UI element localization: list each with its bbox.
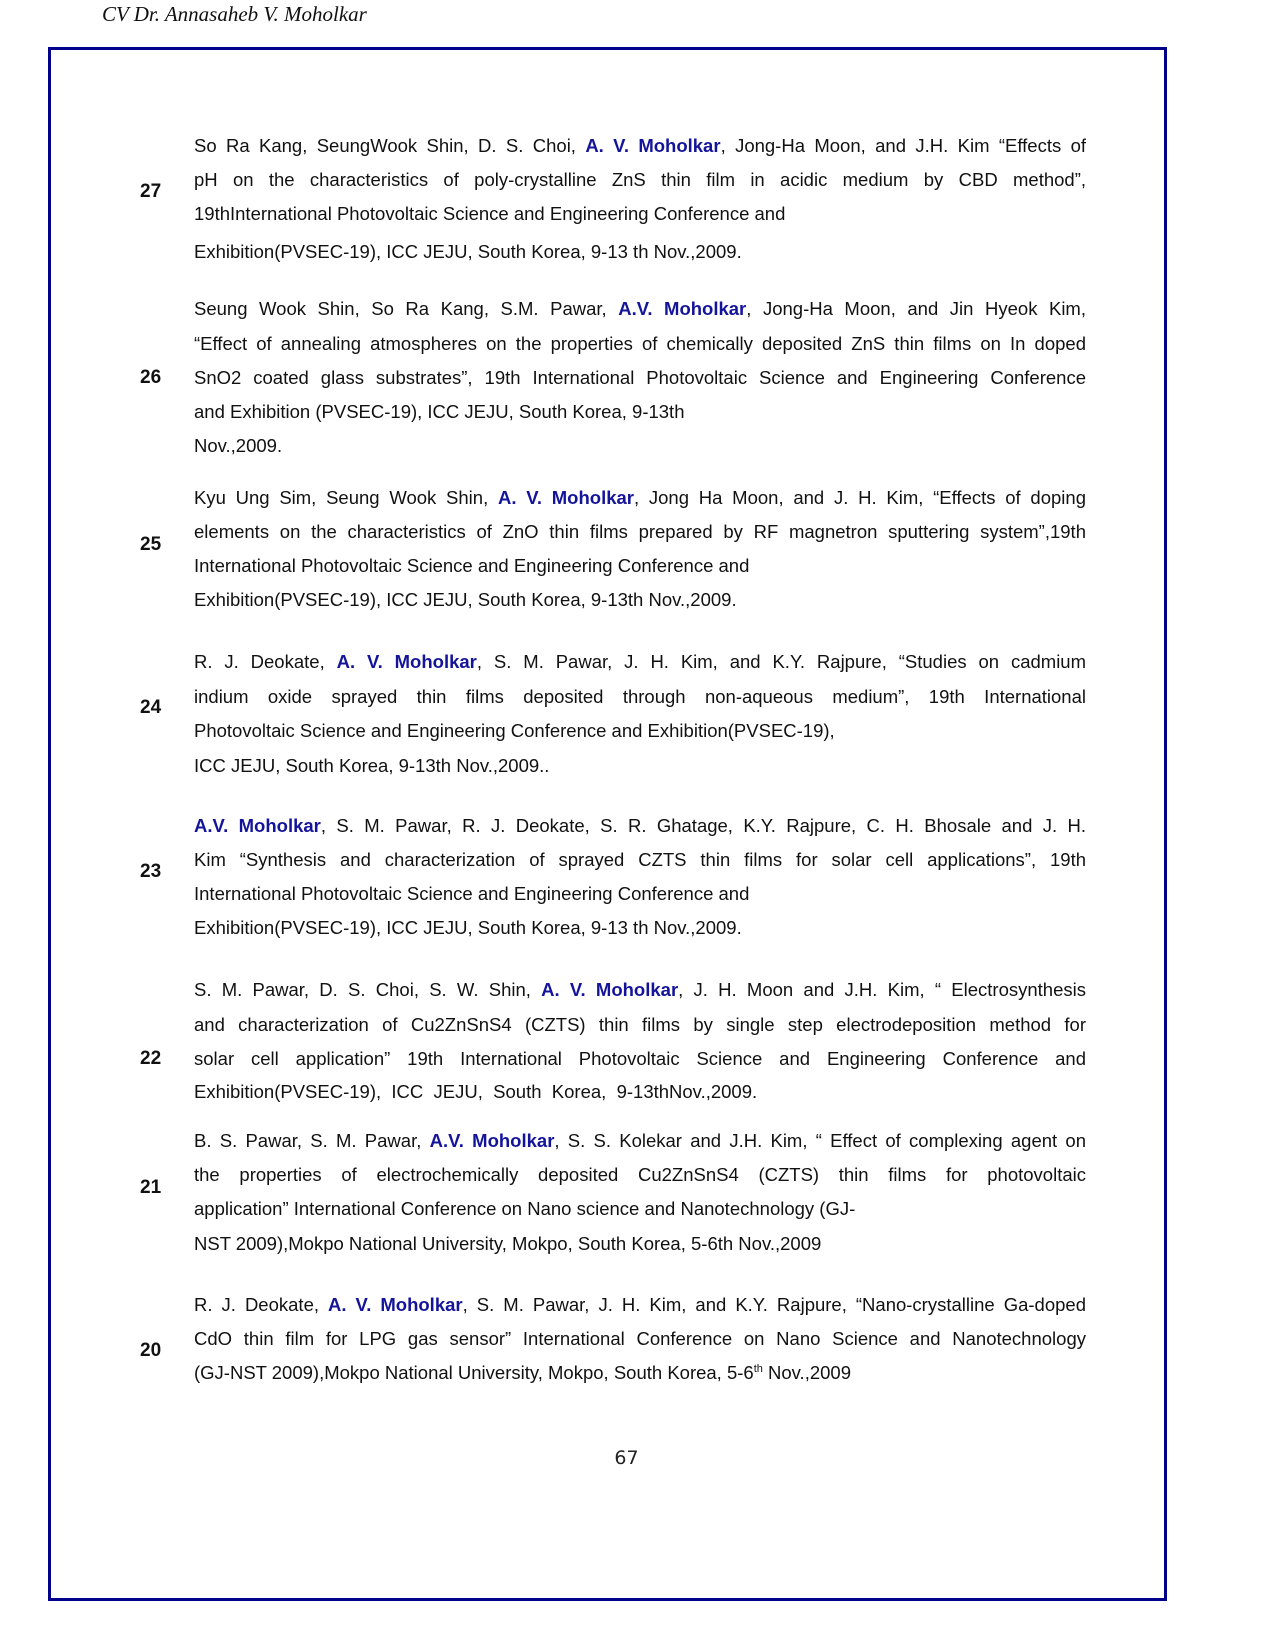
entry-line: Kim “Synthesis and characterization of sprayed CZTS thin films for solar cell applications”, 19th [194, 849, 1086, 870]
highlighted-author: A.V. Moholkar [618, 298, 747, 319]
entry-line: “Effect of annealing atmospheres on the properties of chemically deposited ZnS thin films on In doped [194, 333, 1086, 354]
entry-line: S. M. Pawar, D. S. Choi, S. W. Shin, A. V. Moholkar, J. H. Moon and J.H. Kim, “ Electrosynthesis [194, 979, 1086, 1000]
entry-line: International Photovoltaic Science and Engineering Conference and [194, 555, 750, 576]
entry-line: CdO thin film for LPG gas sensor” International Conference on Nano Science and Nanotechnology [194, 1328, 1086, 1349]
highlighted-author: A.V. Moholkar [194, 815, 321, 836]
entry-line: SnO2 coated glass substrates”, 19th International Photovoltaic Science and Engineering Conference [194, 367, 1086, 388]
entry-number: 21 [140, 1177, 162, 1198]
entry-line: solar cell application” 19th International Photovoltaic Science and Engineering Conference and [194, 1048, 1086, 1069]
highlighted-author: A. V. Moholkar [585, 135, 721, 156]
entry-line: NST 2009),Mokpo National University, Mokpo, South Korea, 5-6th Nov.,2009 [194, 1233, 822, 1254]
highlighted-author: A.V. Moholkar [429, 1130, 555, 1151]
entry-number: 23 [140, 861, 162, 882]
entry-number: 27 [140, 181, 162, 202]
document-header: CV Dr. Annasaheb V. Moholkar [102, 2, 367, 26]
entry-number: 20 [140, 1340, 162, 1361]
entry-line: and Exhibition (PVSEC-19), ICC JEJU, South Korea, 9-13th [194, 401, 685, 422]
entry-line: R. J. Deokate, A. V. Moholkar, S. M. Pawar, J. H. Kim, and K.Y. Rajpure, “Nano-crystalline Ga-doped [194, 1294, 1086, 1315]
entry-line: International Photovoltaic Science and Engineering Conference and [194, 883, 750, 904]
entry-number: 25 [140, 534, 162, 555]
entry-line: Exhibition(PVSEC-19), ICC JEJU, South Korea, 9-13 th Nov.,2009. [194, 917, 742, 938]
highlighted-author: A. V. Moholkar [497, 487, 634, 508]
highlighted-author: A. V. Moholkar [541, 979, 679, 1000]
entry-line: application” International Conference on Nano science and Nanotechnology (GJ- [194, 1198, 856, 1219]
entry-line: 19thInternational Photovoltaic Science and Engineering Conference and [194, 203, 786, 224]
entry-number: 24 [140, 697, 162, 718]
entry-line: and characterization of Cu2ZnSnS4 (CZTS) thin films by single step electrodeposition method for [194, 1014, 1086, 1035]
entry-line: So Ra Kang, SeungWook Shin, D. S. Choi, A. V. Moholkar, Jong-Ha Moon, and J.H. Kim “Effects of [194, 135, 1086, 156]
entry-line: Seung Wook Shin, So Ra Kang, S.M. Pawar, A.V. Moholkar, Jong-Ha Moon, and Jin Hyeok Kim, [194, 298, 1086, 319]
entry-line: Photovoltaic Science and Engineering Conference and Exhibition(PVSEC-19), [194, 720, 835, 741]
entry-line: R. J. Deokate, A. V. Moholkar, S. M. Pawar, J. H. Kim, and K.Y. Rajpure, “Studies on cadmium [194, 651, 1086, 672]
page-number: 67 [614, 1447, 639, 1469]
entry-line: B. S. Pawar, S. M. Pawar, A.V. Moholkar, S. S. Kolekar and J.H. Kim, “ Effect of complexing agent on [194, 1130, 1086, 1151]
entry-number: 22 [140, 1048, 162, 1069]
entry-line: Nov.,2009. [194, 435, 283, 456]
entry-line: Exhibition(PVSEC-19), ICC JEJU, South Korea, 9-13thNov.,2009. [194, 1081, 758, 1102]
entry-line: elements on the characteristics of ZnO thin films prepared by RF magnetron sputtering system”,19th [194, 521, 1086, 542]
entry-line: A.V. Moholkar, S. M. Pawar, R. J. Deokate, S. R. Ghatage, K.Y. Rajpure, C. H. Bhosale and J. H. [194, 815, 1086, 836]
entry-line: ICC JEJU, South Korea, 9-13th Nov.,2009.. [194, 755, 550, 776]
entry-line: Kyu Ung Sim, Seung Wook Shin, A. V. Moholkar, Jong Ha Moon, and J. H. Kim, “Effects of doping [194, 487, 1086, 508]
entry-line: (GJ-NST 2009),Mokpo National University, Mokpo, South Korea, 5-6th Nov.,2009 [194, 1362, 851, 1383]
entry-line: indium oxide sprayed thin films deposited through non-aqueous medium”, 19th International [194, 686, 1086, 707]
entry-line: Exhibition(PVSEC-19), ICC JEJU, South Korea, 9-13th Nov.,2009. [194, 589, 737, 610]
highlighted-author: A. V. Moholkar [336, 651, 477, 672]
entry-line: the properties of electrochemically deposited Cu2ZnSnS4 (CZTS) thin films for photovoltaic [194, 1164, 1086, 1185]
entry-line: Exhibition(PVSEC-19), ICC JEJU, South Korea, 9-13 th Nov.,2009. [194, 241, 742, 262]
entry-number: 26 [140, 367, 162, 388]
highlighted-author: A. V. Moholkar [328, 1294, 463, 1315]
entry-line: pH on the characteristics of poly-crystalline ZnS thin film in acidic medium by CBD method”, [194, 169, 1086, 190]
